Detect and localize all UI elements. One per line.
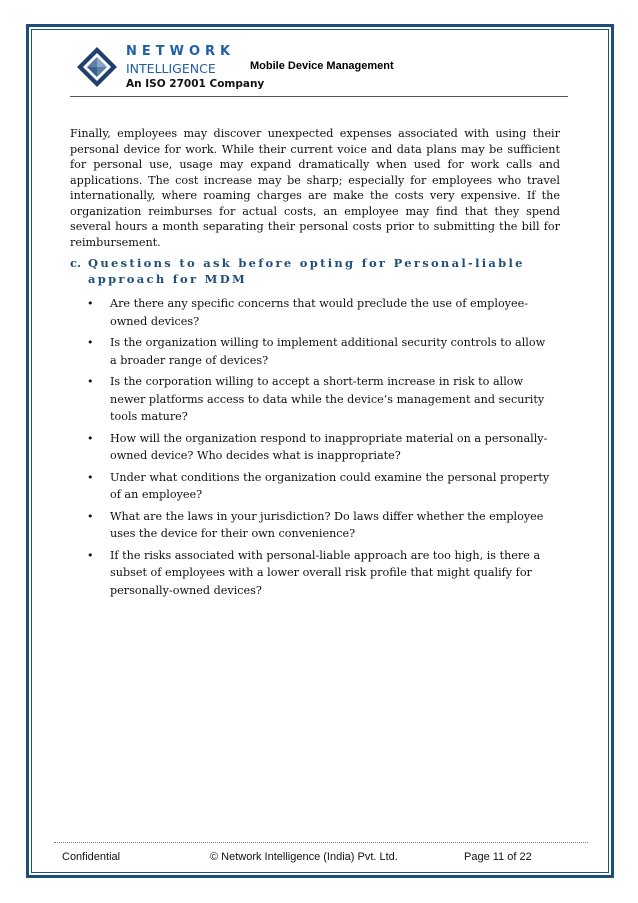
list-item-text: Is the corporation willing to accept a short-term increase in risk to allow newer platforms access to data while the device’s management and security tools mature? <box>110 375 545 423</box>
logo-network-text: NETWORK <box>126 44 236 59</box>
bullet-icon: • <box>87 336 94 349</box>
bullet-icon: • <box>87 297 94 310</box>
question-list <box>70 295 560 599</box>
list-item <box>70 334 560 369</box>
list-item <box>70 508 560 543</box>
body-paragraph: Finally, employees may discover unexpected expenses associated with using their personal device for work. While their current voice and data plans may be sufficient for personal use, usage may expand dramatically when used for work calls and applications. The cost increase may be sharp; especially for employees who travel internationally, where roaming charges are make the costs very expensive. If the organization reimburses for actual costs, an employee may find that they spend several hours a month separating their personal costs prior to submitting the bill for reimbursement. <box>70 127 560 249</box>
footer-divider <box>54 842 588 843</box>
footer-confidential: Confidential <box>62 851 121 863</box>
list-item-text: Is the organization willing to implement additional security controls to allow a broader range of devices? <box>110 336 546 367</box>
page-header <box>70 40 570 100</box>
bullet-icon: • <box>87 431 94 445</box>
list-item-text: Are there any specific concerns that would preclude the use of employee-owned devices? <box>110 297 529 328</box>
logo-iso-text: An ISO 27001 Company <box>126 78 265 90</box>
list-item <box>70 295 560 330</box>
section-heading-text: Questions to ask before opting for Personal-liable approach for MDM <box>88 256 525 286</box>
list-item <box>70 469 560 504</box>
list-item-text: How will the organization respond to inappropriate material on a personally-owned device? Who decides what is inappropriate? <box>110 431 548 462</box>
list-item <box>70 547 560 600</box>
footer-page-number: Page 11 of 22 <box>464 851 532 863</box>
bullet-icon: • <box>87 509 94 523</box>
list-item-text: Under what conditions the organization could examine the personal property of an employee? <box>110 470 550 501</box>
list-item-text: What are the laws in your jurisdiction? Do laws differ whether the employee uses the device for their own convenience? <box>110 509 544 540</box>
footer-copyright: © Network Intelligence (India) Pvt. Ltd. <box>210 851 398 863</box>
section-letter: c. <box>70 256 82 270</box>
bullet-icon: • <box>87 548 94 562</box>
bullet-icon: • <box>87 375 94 388</box>
logo-intelligence-text: INTELLIGENCE <box>126 61 216 76</box>
list-item <box>70 430 560 465</box>
network-intelligence-logo-icon <box>76 46 118 88</box>
company-logo <box>76 42 265 98</box>
header-divider <box>70 96 568 97</box>
list-item <box>70 373 560 426</box>
list-item-text: If the risks associated with personal-liable approach are too high, is there a subset of employees with a lower overall risk profile that might qualify for personally-owned devices? <box>110 548 541 597</box>
document-title: Mobile Device Management <box>250 60 394 72</box>
page-content <box>70 126 560 603</box>
section-heading <box>70 256 560 287</box>
bullet-icon: • <box>87 470 94 484</box>
